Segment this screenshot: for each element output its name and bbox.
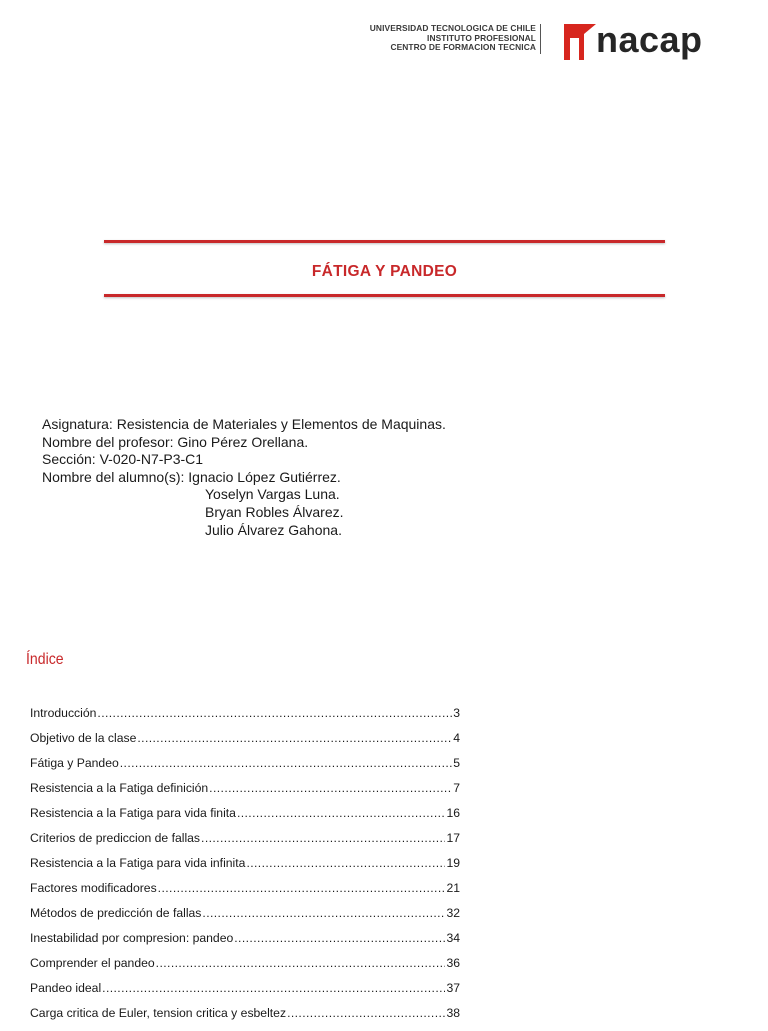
toc-page-number: 34 xyxy=(446,931,460,945)
toc-page-number: 7 xyxy=(453,781,460,795)
toc-leader xyxy=(158,881,446,895)
toc-leader xyxy=(201,831,445,845)
table-of-contents xyxy=(30,706,460,1031)
institution-line: UNIVERSIDAD TECNOLOGICA DE CHILE xyxy=(369,23,536,33)
toc-label: Resistencia a la Fatiga definición xyxy=(30,781,209,795)
toc-entry[interactable] xyxy=(30,881,460,906)
institution-line: CENTRO DE FORMACION TECNICA xyxy=(390,42,536,53)
toc-page-number: 37 xyxy=(446,981,460,995)
toc-label: Pandeo ideal xyxy=(30,981,102,995)
toc-entry[interactable] xyxy=(30,856,460,881)
institution-logo xyxy=(344,18,744,70)
toc-page-number: 38 xyxy=(446,1006,460,1020)
toc-entry[interactable] xyxy=(30,706,460,731)
toc-leader xyxy=(209,781,452,795)
toc-label: Resistencia a la Fatiga para vida infinita xyxy=(30,856,246,870)
title-rule-bottom xyxy=(104,294,665,297)
toc-label: Fátiga y Pandeo xyxy=(30,756,119,770)
toc-entry[interactable] xyxy=(30,731,460,756)
toc-label: Objetivo de la clase xyxy=(30,731,137,745)
institution-line: INSTITUTO PROFESIONAL xyxy=(427,32,536,43)
info-line: Sección: V-020-N7-P3-C1 xyxy=(42,451,204,468)
course-info xyxy=(42,416,446,539)
toc-label: Carga critica de Euler, tension critica y esbeltez xyxy=(30,1006,287,1020)
toc-entry[interactable] xyxy=(30,981,460,1006)
inacap-i-logo-icon xyxy=(560,20,600,60)
student-name: Bryan Robles Álvarez. xyxy=(205,503,344,520)
toc-label: Resistencia a la Fatiga para vida finita xyxy=(30,806,236,820)
document-title: FÁTIGA Y PANDEO xyxy=(311,263,458,280)
toc-entry[interactable] xyxy=(30,781,460,806)
info-line: Nombre del alumno(s): Ignacio López Gutiérrez. xyxy=(42,468,341,485)
toc-page-number: 21 xyxy=(446,881,460,895)
toc-leader xyxy=(120,756,452,770)
student-name: Julio Álvarez Gahona. xyxy=(205,521,342,538)
toc-entry[interactable] xyxy=(30,906,460,931)
toc-entry[interactable] xyxy=(30,806,460,831)
toc-page-number: 36 xyxy=(446,956,460,970)
toc-leader xyxy=(156,956,446,970)
toc-leader xyxy=(246,856,445,870)
info-line: Asignatura: Resistencia de Materiales y Elementos de Maquinas. xyxy=(42,416,446,432)
toc-page-number: 17 xyxy=(446,831,460,845)
toc-leader xyxy=(202,906,445,920)
toc-entry[interactable] xyxy=(30,1006,460,1031)
toc-page-number: 5 xyxy=(453,756,460,770)
info-line: Nombre del profesor: Gino Pérez Orellana. xyxy=(42,433,309,450)
student-name: Yoselyn Vargas Luna. xyxy=(205,486,340,503)
toc-label: Inestabilidad por compresion: pandeo xyxy=(30,931,234,945)
toc-label: Comprender el pandeo xyxy=(30,956,155,970)
institution-lines xyxy=(344,24,536,53)
toc-entry[interactable] xyxy=(30,756,460,781)
toc-label: Introducción xyxy=(30,706,97,720)
logo-wordmark: nacap xyxy=(596,19,703,60)
toc-entry[interactable] xyxy=(30,831,460,856)
title-rule-top xyxy=(104,240,665,243)
toc-leader xyxy=(237,806,445,820)
toc-leader xyxy=(287,1006,445,1020)
logo-divider xyxy=(540,24,541,54)
toc-leader xyxy=(102,981,445,995)
toc-label: Factores modificadores xyxy=(30,881,157,895)
toc-entry[interactable] xyxy=(30,956,460,981)
toc-leader xyxy=(97,706,452,720)
toc-page-number: 3 xyxy=(453,706,460,720)
toc-label: Criterios de prediccion de fallas xyxy=(30,831,201,845)
toc-leader xyxy=(137,731,452,745)
toc-page-number: 4 xyxy=(453,731,460,745)
toc-page-number: 16 xyxy=(446,806,460,820)
toc-leader xyxy=(234,931,445,945)
toc-page-number: 32 xyxy=(446,906,460,920)
toc-entry[interactable] xyxy=(30,931,460,956)
index-heading: Índice xyxy=(26,651,64,668)
toc-label: Métodos de predicción de fallas xyxy=(30,906,202,920)
toc-page-number: 19 xyxy=(446,856,460,870)
